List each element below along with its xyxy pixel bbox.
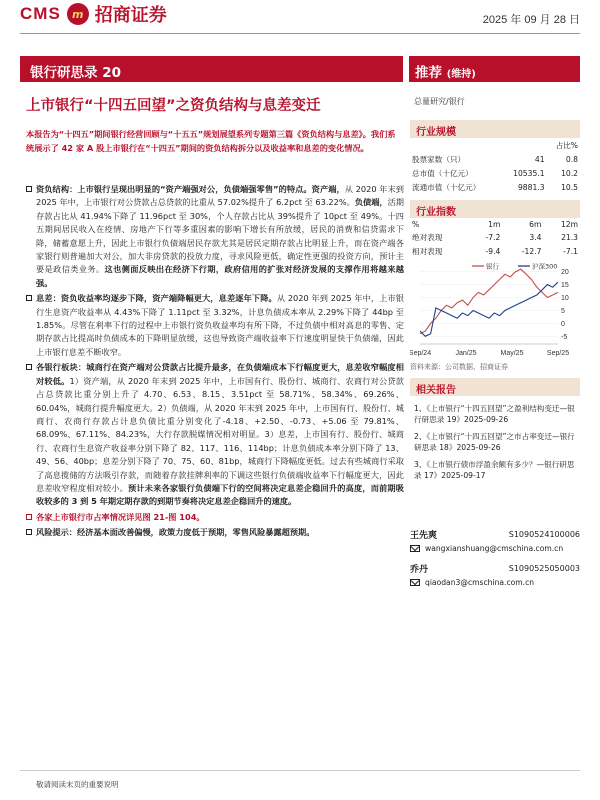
email-icon bbox=[410, 545, 420, 552]
para-head: 风险提示： bbox=[36, 527, 77, 538]
legend-label: 沪深300 bbox=[532, 262, 558, 271]
footer-note: 敬请阅读末页的重要说明 bbox=[36, 780, 119, 789]
industry-index-section bbox=[410, 200, 580, 372]
report-date: 2025 年 09 月 28 日 bbox=[482, 14, 580, 26]
para-text: 1）资产端，从 2020 年末到 2025 年中，上市国有行、股份行、城商行、农商行对公贷款占总贷款比重分别上升了 4.70、6.53、8.15、3.51pct 至 58.71%、58.34%、69.26%、60.04%，城商行提升幅度更大。 bbox=[36, 375, 404, 413]
report-title: 上市银行“十四五回望”之资负结构与息差变迁 bbox=[26, 98, 321, 114]
para-head: 息差：资负收益率均逐步下降，资产端降幅更大，息差逐年下降。 bbox=[36, 293, 277, 304]
rating-label: 推荐 bbox=[415, 65, 442, 81]
table-header-row bbox=[410, 138, 580, 152]
cell: 10535.1 bbox=[513, 168, 545, 178]
table-header: 占比% bbox=[555, 140, 578, 150]
para-tail: 预计未来各家银行负债端下行的空间将决定息差企稳回升的高度，而前期吸收较多的 3 到 5 年期定期存款的到期节奏将决定息差企稳回升的速度。 bbox=[36, 482, 404, 507]
cell: -12.7 bbox=[521, 246, 542, 256]
bullet-icon bbox=[26, 529, 32, 535]
report-category: 总量研究/银行 bbox=[414, 97, 465, 106]
analyst bbox=[410, 528, 580, 554]
cell: -9.4 bbox=[485, 246, 501, 256]
para-head: 资负结构：上市银行呈现出明显的“资产端强对公，负债端强零售”的特点。 bbox=[36, 184, 312, 194]
y-tick-label: 5 bbox=[561, 307, 565, 315]
analyst bbox=[410, 562, 580, 588]
cell: 0.8 bbox=[565, 154, 578, 164]
table-header: 12m bbox=[560, 219, 578, 229]
abstract: 本报告为“十四五”期间银行经营回顾与“十五五”规划展望系列专题第三篇《资负结构与息差》。我们系统展示了 42 家 A 股上市银行在“十四五”期间的资负结构拆分以及收益率和息差的变化情况。 bbox=[26, 129, 396, 153]
table-row bbox=[410, 244, 580, 258]
table-row bbox=[410, 180, 580, 194]
index-table bbox=[410, 218, 580, 258]
table-row bbox=[410, 166, 580, 180]
para-tail: 这也侧面反映出在经济下行期，政府信用的扩张对经济发展的支撑作用将越来越强。 bbox=[36, 264, 404, 288]
analyst-email[interactable]: qiaodan3@cmschina.com.cn bbox=[425, 578, 535, 587]
cell: 41 bbox=[534, 154, 545, 164]
para-text: 活期存款占比从 41.94%下降了 11.96pct 至 30%，个人存款占比从 39%提升了 10pct 至 49%。十四五期间居民收入在疫情、房地产下行等多重因素的影响下增长有所放缓，居民的消费和信贷需求下降，储蓄意愿上升，因此上市银行负债端居民存款尤其是居民定期存款占比明显上升，而在资产端各家银行则普遍加大对公，加大非房贷款的投放力度，寻求风险更低，确定性更强的投资方向，预计主要是政信类业务。 bbox=[36, 197, 404, 275]
report-link[interactable]: 2、《上市银行“十四五回望”之市占率变迁—银行研思录 18》2025-09-26 bbox=[414, 432, 575, 452]
header-divider bbox=[20, 33, 580, 34]
bullet-icon bbox=[26, 514, 32, 520]
cell: -7.1 bbox=[563, 246, 578, 256]
para-text: 经济基本面改善偏慢，政策力度低于预期，零售风险暴露超预期。 bbox=[76, 527, 315, 538]
cell: 流通市值（十亿元） bbox=[412, 182, 481, 192]
bullet-icon bbox=[26, 364, 32, 370]
y-tick-label: 20 bbox=[561, 269, 569, 277]
series-line bbox=[420, 269, 558, 334]
report-body bbox=[26, 183, 404, 542]
table-row bbox=[410, 230, 580, 244]
para-head: 各银行板块：城商行在资产端对公贷款占比提升最多，在负债端成本下行幅度更大，息差收窄幅度相对较低。 bbox=[36, 362, 404, 386]
reports-list bbox=[410, 404, 580, 481]
cell: 股票家数（只） bbox=[412, 154, 466, 164]
table-header: 1m bbox=[488, 219, 501, 229]
report-link[interactable]: 3、《上市银行债市浮盈余额有多少？—银行研思录 17》2025-09-17 bbox=[414, 460, 575, 480]
para-risk bbox=[26, 526, 404, 539]
y-tick-label: 0 bbox=[561, 320, 565, 328]
cell: 21.3 bbox=[561, 232, 578, 242]
para-bold: 负债端， bbox=[354, 197, 388, 208]
index-chart bbox=[410, 258, 580, 358]
x-tick-label: Jan/25 bbox=[455, 350, 477, 357]
y-tick-label: -5 bbox=[561, 333, 568, 341]
para-text: 2）负债端，从 2020 年末到 2025 年中，上市国有行、股份行、城商行、农商行存款占计息负债比重分别变化了-4.18、+2.50、-0.73、+5.06 至 79.81%、68.09%、67.11%、84.23%，大行存款脱媒情况相对明显。 bbox=[36, 402, 404, 440]
section-title: 相关报告 bbox=[410, 378, 580, 396]
footer-divider bbox=[20, 770, 580, 771]
cell: 总市值（十亿元） bbox=[412, 168, 473, 178]
y-tick-label: 10 bbox=[561, 295, 569, 303]
para-bank-segments bbox=[26, 361, 404, 508]
chart-source: 资料来源：公司数据、招商证券 bbox=[410, 363, 508, 371]
report-link[interactable]: 1、《上市银行“十四五回望”之盈利结构变迁—银行研思录 19》2025-09-26 bbox=[414, 404, 575, 424]
section-title: 行业规模 bbox=[410, 120, 580, 138]
scale-table bbox=[410, 138, 580, 194]
para-text: 从 2020 年到 2025 年中，上市银行生息资产收益率从 4.43%下降了 1.11pct 至 3.32%，计息负债成本率从 2.29%下降了 44bp 至 1.85%。尽管在利率下行的过程中上市银行资负收益率均有所下降，不过负债中相对高息的零售、定期存款占比提高时负债成本的下降明显放缓，这也导致资产端收益率下行速度明显快于负债端，因此上市银行息差不断收窄。 bbox=[36, 293, 404, 357]
analyst-name: 乔丹 bbox=[410, 565, 429, 575]
table-header-row bbox=[410, 218, 580, 230]
bullet-icon bbox=[26, 186, 32, 192]
analyst-id: S1090525050003 bbox=[508, 564, 580, 573]
related-reports-section bbox=[410, 378, 580, 488]
para-asset-liability bbox=[26, 183, 404, 290]
table-header: % bbox=[412, 219, 420, 229]
cell: 绝对表现 bbox=[412, 232, 443, 242]
cell: 10.5 bbox=[561, 182, 578, 192]
para-nim bbox=[26, 292, 404, 359]
y-tick-label: 15 bbox=[561, 282, 569, 290]
analyst-name: 王先爽 bbox=[410, 531, 438, 541]
email-icon bbox=[410, 579, 420, 586]
logo-badge-icon: m bbox=[67, 3, 89, 25]
cell: 9881.3 bbox=[517, 182, 545, 192]
series-banner bbox=[20, 56, 403, 82]
industry-scale-section bbox=[410, 120, 580, 194]
rating-note: (维持) bbox=[446, 69, 476, 80]
table-row bbox=[410, 152, 580, 166]
analyst-id: S1090524100006 bbox=[508, 530, 580, 539]
logo-en: CMS bbox=[20, 4, 61, 23]
legend-label: 银行 bbox=[486, 262, 499, 271]
cell: 3.4 bbox=[529, 232, 542, 242]
cell: 相对表现 bbox=[412, 246, 443, 256]
para-text: 从 2020 年末到 2025 年中，上市银行对公贷款占总贷款的比重从 57.02%提升了 6.2pct 至 63.22%。 bbox=[36, 184, 404, 208]
para-text: 3）息差，上市国有行、股份行、城商行、农商行生息资产收益率分别下降了 82、117、116、114bp；计息负债成本率分别下降了 13、49、56、40bp；息差分别下降了 70、75、60、81bp，城商行下降幅度更低。过去有些城商行采取了高息揽储的方法吸引存款，而随着存款挂牌利率的下调这些银行负债端收益率下行幅度更大，因此息差收窄程度相对较小。 bbox=[36, 429, 404, 493]
analysts-section bbox=[410, 528, 580, 588]
para-text: 各家上市银行市占率情况详见图 21-图 104。 bbox=[36, 511, 205, 522]
para-bold: 资产端， bbox=[311, 184, 345, 194]
para-figure-ref bbox=[26, 511, 404, 524]
cell: 10.2 bbox=[561, 168, 578, 178]
x-tick-label: Sep/24 bbox=[410, 350, 432, 357]
series-label: 银行研思录 20 bbox=[30, 65, 121, 81]
company-logo bbox=[20, 4, 167, 24]
table-header: 6m bbox=[529, 219, 542, 229]
section-title: 行业指数 bbox=[410, 200, 580, 218]
rating-banner bbox=[409, 56, 580, 82]
x-tick-label: May/25 bbox=[500, 350, 524, 357]
logo-cn: 招商证券 bbox=[94, 5, 167, 26]
analyst-email[interactable]: wangxianshuang@cmschina.com.cn bbox=[425, 544, 564, 553]
bullet-icon bbox=[26, 295, 32, 301]
x-tick-label: Sep/25 bbox=[546, 350, 570, 357]
cell: -7.2 bbox=[485, 232, 501, 242]
